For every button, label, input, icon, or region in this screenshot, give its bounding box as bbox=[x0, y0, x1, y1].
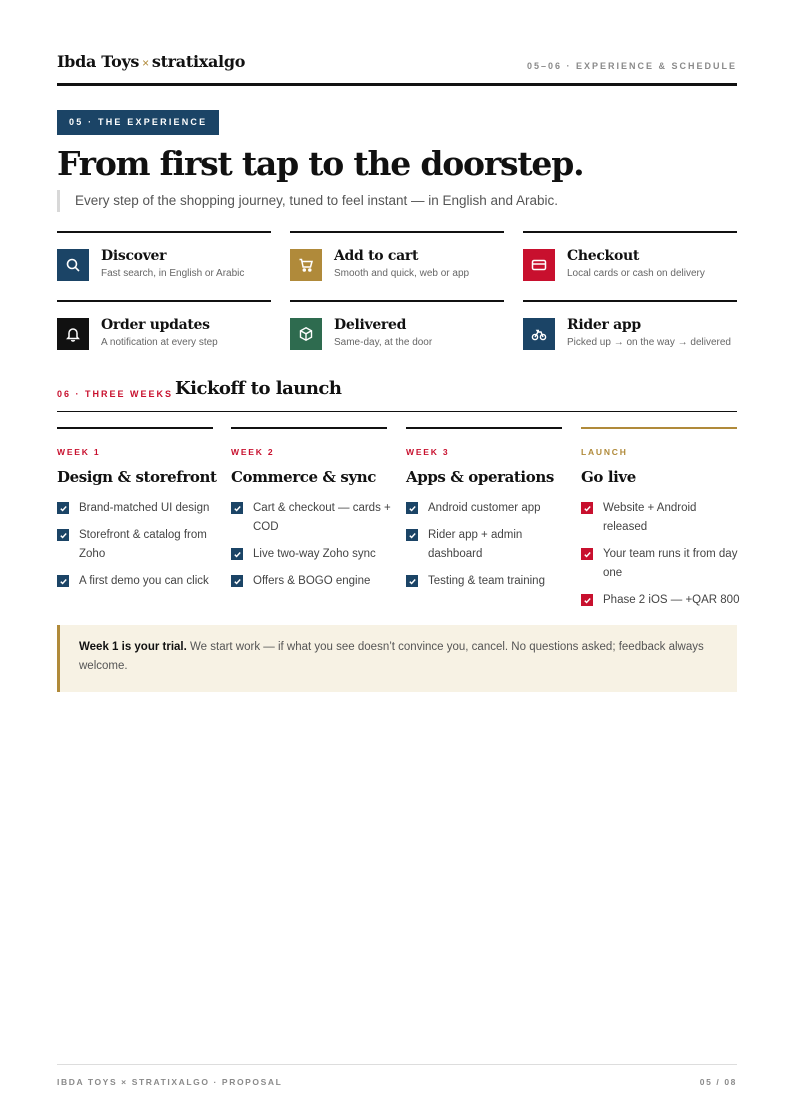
week-task-list bbox=[57, 499, 217, 599]
week-title: Design & storefront bbox=[57, 468, 217, 486]
step-label: Order updates bbox=[101, 317, 210, 333]
journey-step-discover bbox=[57, 231, 271, 289]
trial-callout bbox=[57, 625, 737, 692]
task-text: Live two-way Zoho sync bbox=[253, 548, 376, 560]
task-text: Testing & team training bbox=[428, 575, 545, 587]
checkbox-checked-icon bbox=[406, 529, 418, 541]
step-label: Checkout bbox=[567, 248, 640, 264]
week-column-3 bbox=[406, 427, 562, 587]
list-item bbox=[57, 526, 217, 564]
journey-step-add-to-cart bbox=[290, 231, 504, 289]
week-column-2 bbox=[231, 427, 391, 587]
schedule-eyebrow: 06 · THREE WEEKS bbox=[57, 389, 174, 399]
schedule-title: Kickoff to launch bbox=[175, 378, 342, 399]
checkbox-checked-icon bbox=[581, 502, 593, 514]
task-text: Rider app + admin dashboard bbox=[428, 529, 523, 560]
checkbox-checked-icon bbox=[581, 594, 593, 606]
task-text: Android customer app bbox=[428, 502, 541, 514]
week-column-launch bbox=[581, 427, 740, 606]
task-text: Your team runs it from day one bbox=[603, 548, 738, 579]
list-item bbox=[231, 545, 391, 564]
week-title: Apps & operations bbox=[406, 468, 554, 486]
week-label: WEEK 2 bbox=[231, 447, 275, 457]
checkbox-checked-icon bbox=[231, 575, 243, 587]
step-label: Discover bbox=[101, 248, 167, 264]
list-item bbox=[231, 499, 391, 537]
week-label: WEEK 1 bbox=[57, 447, 101, 457]
journey-step-rider-app bbox=[523, 300, 737, 358]
list-item bbox=[581, 545, 741, 583]
task-text: Phase 2 iOS — +QAR 800 bbox=[603, 594, 740, 606]
section-tag: 05 · THE EXPERIENCE bbox=[57, 110, 219, 135]
list-item bbox=[406, 572, 566, 591]
checkbox-checked-icon bbox=[581, 548, 593, 560]
task-text: Brand-matched UI design bbox=[79, 502, 210, 514]
checkbox-checked-icon bbox=[406, 502, 418, 514]
step-label: Add to cart bbox=[334, 248, 419, 264]
task-text: Storefront & catalog from Zoho bbox=[79, 529, 207, 560]
page-subtitle: Every step of the shopping journey, tuned to feel instant — in English and Arabic. bbox=[57, 190, 558, 212]
week-title: Commerce & sync bbox=[231, 468, 376, 486]
step-label: Delivered bbox=[334, 317, 407, 333]
task-text: Website + Android released bbox=[603, 502, 697, 533]
page-title: From first tap to the doorstep. bbox=[57, 144, 584, 183]
checkbox-checked-icon bbox=[231, 548, 243, 560]
card-icon bbox=[523, 249, 555, 281]
checkbox-checked-icon bbox=[406, 575, 418, 587]
checkbox-checked-icon bbox=[57, 502, 69, 514]
header-section-label: 05–06 · EXPERIENCE & SCHEDULE bbox=[526, 61, 737, 71]
bike-icon bbox=[523, 318, 555, 350]
schedule-divider bbox=[57, 411, 737, 412]
step-label: Rider app bbox=[567, 317, 641, 333]
callout-lead: Week 1 is your trial. bbox=[79, 641, 187, 653]
list-item bbox=[57, 499, 217, 518]
week-label: LAUNCH bbox=[581, 447, 628, 457]
page-footer bbox=[57, 1064, 737, 1087]
week-column-1 bbox=[57, 427, 217, 587]
page-number: 05 / 08 bbox=[699, 1077, 737, 1087]
step-desc: Local cards or cash on delivery bbox=[567, 268, 705, 279]
list-item bbox=[406, 499, 566, 518]
journey-step-delivered bbox=[290, 300, 504, 358]
brand-name-agency: stratixalgo bbox=[151, 52, 246, 71]
week-task-list bbox=[231, 499, 391, 599]
step-desc: Picked up → on the way → delivered bbox=[567, 337, 731, 348]
journey-step-order-updates bbox=[57, 300, 271, 358]
step-desc: Same-day, at the door bbox=[334, 337, 433, 348]
search-icon bbox=[57, 249, 89, 281]
week-task-list bbox=[406, 499, 566, 599]
list-item bbox=[406, 526, 566, 564]
journey-step-checkout bbox=[523, 231, 737, 289]
footer-label: IBDA TOYS × STRATIXALGO · PROPOSAL bbox=[57, 1077, 283, 1087]
week-label: WEEK 3 bbox=[406, 447, 450, 457]
task-text: Cart & checkout — cards + COD bbox=[253, 502, 391, 533]
step-desc: Fast search, in English or Arabic bbox=[101, 268, 245, 279]
box-icon bbox=[290, 318, 322, 350]
proposal-page bbox=[57, 0, 740, 1120]
list-item bbox=[581, 591, 741, 610]
week-title: Go live bbox=[581, 468, 636, 486]
brand-separator: × bbox=[142, 56, 149, 70]
task-text: Offers & BOGO engine bbox=[253, 575, 371, 587]
page-header bbox=[57, 52, 737, 86]
list-item bbox=[57, 572, 217, 591]
brand-name-client: Ibda Toys bbox=[57, 52, 140, 71]
list-item bbox=[581, 499, 741, 537]
step-desc: A notification at every step bbox=[101, 337, 218, 348]
task-text: A first demo you can click bbox=[79, 575, 209, 587]
bell-icon bbox=[57, 318, 89, 350]
brand-logo bbox=[57, 52, 245, 71]
step-desc: Smooth and quick, web or app bbox=[334, 268, 470, 279]
checkbox-checked-icon bbox=[231, 502, 243, 514]
list-item bbox=[231, 572, 391, 591]
callout-body: We start work — if what you see doesn’t convince you, cancel. No questions asked; feedback always welcome. bbox=[79, 641, 704, 672]
cart-icon bbox=[290, 249, 322, 281]
week-task-list bbox=[581, 499, 741, 618]
checkbox-checked-icon bbox=[57, 529, 69, 541]
checkbox-checked-icon bbox=[57, 575, 69, 587]
